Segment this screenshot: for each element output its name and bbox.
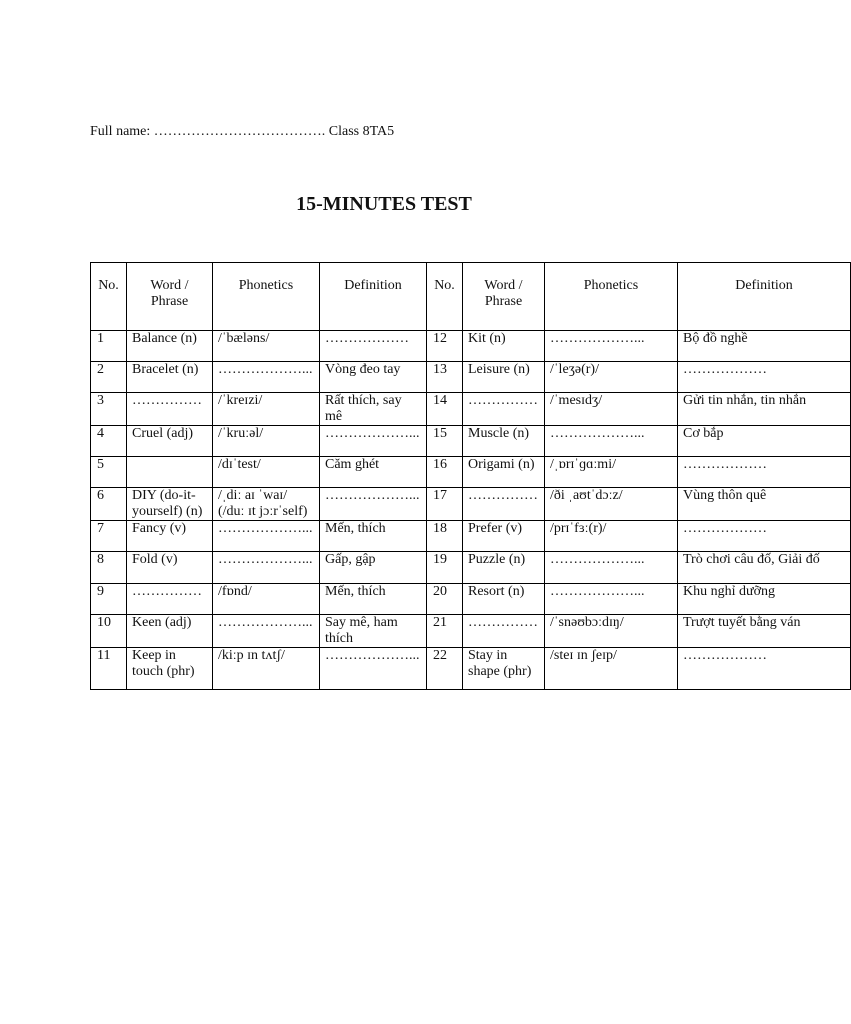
cell-no: 19	[427, 552, 463, 584]
column-header-phonetics-left: Phonetics	[213, 263, 320, 331]
table-row	[91, 584, 851, 615]
cell-definition: Say mê, ham thích	[320, 615, 427, 648]
table-row	[91, 426, 851, 457]
cell-no: 16	[427, 457, 463, 488]
column-header-definition-left: Definition	[320, 263, 427, 331]
cell-phonetics: /ði ˌaʊtˈdɔːz/	[545, 488, 678, 521]
cell-word: Origami (n)	[463, 457, 545, 488]
cell-phonetics: ………………...	[545, 331, 678, 362]
table-row	[91, 362, 851, 393]
cell-no: 18	[427, 521, 463, 552]
cell-word: Prefer (v)	[463, 521, 545, 552]
cell-no: 21	[427, 615, 463, 648]
cell-no: 4	[91, 426, 127, 457]
cell-definition: ………………	[678, 648, 851, 690]
full-name-line: Full name: ………………………………. Class 8TA5	[90, 124, 395, 139]
cell-definition: ………………...	[320, 648, 427, 690]
cell-definition: ………………...	[320, 426, 427, 457]
cell-definition: Vòng đeo tay	[320, 362, 427, 393]
cell-word: ……………	[463, 488, 545, 521]
cell-no: 15	[427, 426, 463, 457]
cell-phonetics: /ˈkruːəl/	[213, 426, 320, 457]
cell-no: 11	[91, 648, 127, 690]
cell-definition: Mến, thích	[320, 521, 427, 552]
cell-definition: Khu nghỉ dưỡng	[678, 584, 851, 615]
cell-phonetics: ………………...	[213, 362, 320, 393]
cell-definition: Rất thích, say mê	[320, 393, 427, 426]
cell-definition: Cơ bắp	[678, 426, 851, 457]
cell-word: Balance (n)	[127, 331, 213, 362]
cell-no: 8	[91, 552, 127, 584]
cell-definition: ………………	[320, 331, 427, 362]
cell-no: 3	[91, 393, 127, 426]
cell-word: Kit (n)	[463, 331, 545, 362]
cell-definition: ………………	[678, 521, 851, 552]
cell-phonetics: ………………...	[213, 521, 320, 552]
cell-phonetics: /kiːp ɪn tʌtʃ/	[213, 648, 320, 690]
cell-phonetics: ………………...	[213, 615, 320, 648]
cell-phonetics: /ˌɒrɪˈɡɑːmi/	[545, 457, 678, 488]
cell-no: 13	[427, 362, 463, 393]
column-header-phonetics-right: Phonetics	[545, 263, 678, 331]
column-header-definition-right: Definition	[678, 263, 851, 331]
vocabulary-table	[90, 262, 851, 690]
cell-phonetics: /steɪ ɪn ʃeɪp/	[545, 648, 678, 690]
cell-word: Resort (n)	[463, 584, 545, 615]
cell-phonetics: /ˈleʒə(r)/	[545, 362, 678, 393]
cell-phonetics: /dɪˈtest/	[213, 457, 320, 488]
cell-definition: Gấp, gập	[320, 552, 427, 584]
cell-phonetics: ………………...	[545, 552, 678, 584]
cell-word: Leisure (n)	[463, 362, 545, 393]
cell-no: 2	[91, 362, 127, 393]
column-header-no-right: No.	[427, 263, 463, 331]
cell-no: 10	[91, 615, 127, 648]
cell-word: Stay in shape (phr)	[463, 648, 545, 690]
column-header-word-left: Word / Phrase	[127, 263, 213, 331]
cell-definition: Mến, thích	[320, 584, 427, 615]
table-row	[91, 552, 851, 584]
table-row	[91, 393, 851, 426]
cell-definition: Gửi tin nhắn, tin nhắn	[678, 393, 851, 426]
cell-definition: ………………	[678, 457, 851, 488]
cell-no: 17	[427, 488, 463, 521]
cell-word: DIY (do-it-yourself) (n)	[127, 488, 213, 521]
cell-phonetics: /ˈkreɪzi/	[213, 393, 320, 426]
cell-word: Cruel (adj)	[127, 426, 213, 457]
table-row	[91, 648, 851, 690]
cell-phonetics: /ˈmesɪdʒ/	[545, 393, 678, 426]
cell-word: ……………	[463, 393, 545, 426]
cell-phonetics: /ˌdiː aɪ ˈwaɪ/ (/duː ɪt jɔːrˈself)	[213, 488, 320, 521]
table-row	[91, 488, 851, 521]
cell-definition: Vùng thôn quê	[678, 488, 851, 521]
cell-definition: Trượt tuyết bằng ván	[678, 615, 851, 648]
cell-phonetics: /prɪˈfɜː(r)/	[545, 521, 678, 552]
cell-word	[127, 457, 213, 488]
cell-word: Keep in touch (phr)	[127, 648, 213, 690]
cell-no: 5	[91, 457, 127, 488]
page-title: 15-MINUTES TEST	[296, 193, 472, 215]
cell-no: 22	[427, 648, 463, 690]
cell-no: 7	[91, 521, 127, 552]
cell-word: Fold (v)	[127, 552, 213, 584]
cell-word: Muscle (n)	[463, 426, 545, 457]
cell-word: ……………	[127, 584, 213, 615]
cell-no: 14	[427, 393, 463, 426]
cell-word: Bracelet (n)	[127, 362, 213, 393]
cell-definition: Trò chơi câu đố, Giải đố	[678, 552, 851, 584]
cell-no: 1	[91, 331, 127, 362]
cell-definition: Căm ghét	[320, 457, 427, 488]
table-row	[91, 457, 851, 488]
cell-word: Keen (adj)	[127, 615, 213, 648]
cell-phonetics: ………………...	[545, 426, 678, 457]
cell-word: Fancy (v)	[127, 521, 213, 552]
cell-no: 12	[427, 331, 463, 362]
cell-word: Puzzle (n)	[463, 552, 545, 584]
cell-word: ……………	[463, 615, 545, 648]
cell-phonetics: /ˈbæləns/	[213, 331, 320, 362]
table-row	[91, 521, 851, 552]
cell-phonetics: /ˈsnəʊbɔːdɪŋ/	[545, 615, 678, 648]
cell-no: 9	[91, 584, 127, 615]
cell-word: ……………	[127, 393, 213, 426]
cell-no: 6	[91, 488, 127, 521]
cell-definition: ………………	[678, 362, 851, 393]
cell-phonetics: ………………...	[213, 552, 320, 584]
cell-phonetics: /fɒnd/	[213, 584, 320, 615]
table-header-row	[91, 263, 851, 331]
cell-definition: ………………...	[320, 488, 427, 521]
cell-phonetics: ………………...	[545, 584, 678, 615]
table-row	[91, 615, 851, 648]
cell-definition: Bộ đồ nghề	[678, 331, 851, 362]
column-header-no-left: No.	[91, 263, 127, 331]
column-header-word-right: Word / Phrase	[463, 263, 545, 331]
cell-no: 20	[427, 584, 463, 615]
table-row	[91, 331, 851, 362]
vocabulary-table-container	[90, 262, 820, 690]
